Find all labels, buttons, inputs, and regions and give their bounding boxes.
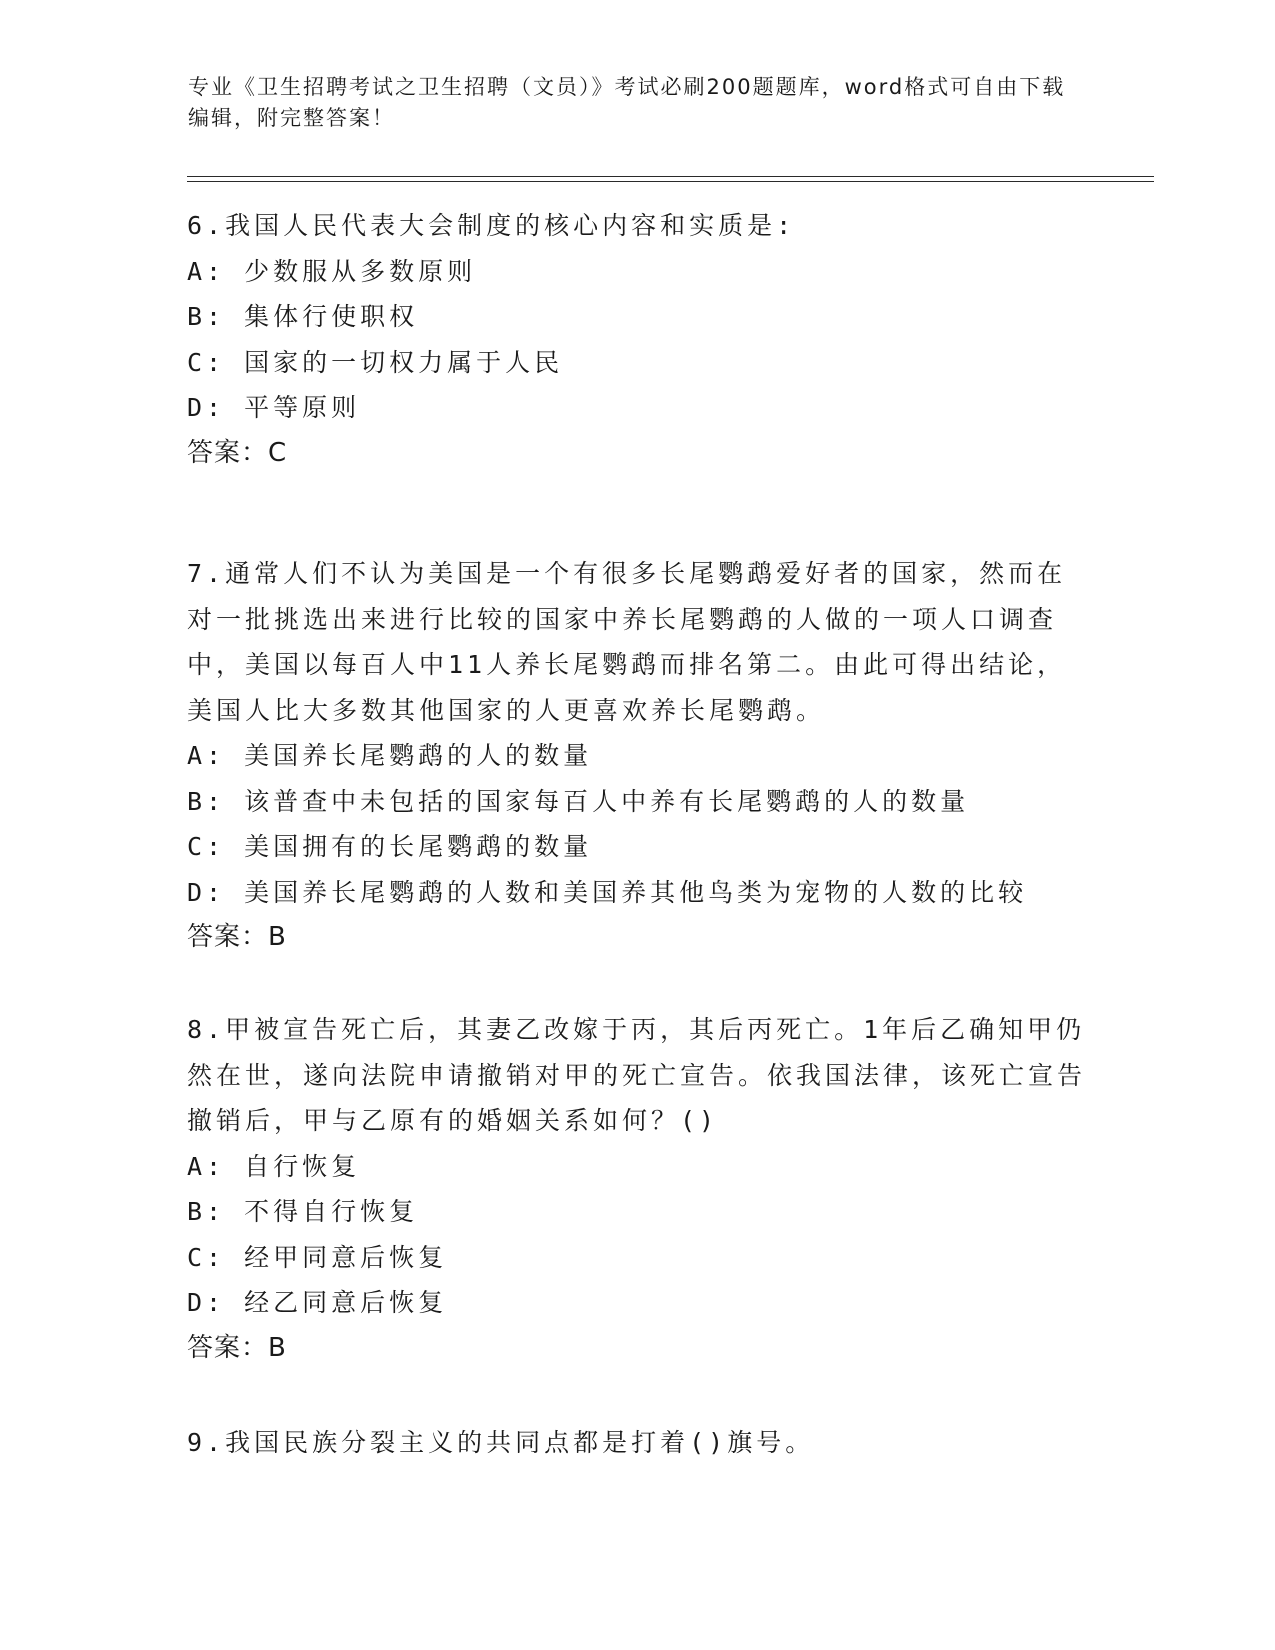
- question-9: [187, 1420, 1087, 1466]
- document-header: 专业《卫生招聘考试之卫生招聘（文员）》考试必刷200题题库，word格式可自由下载编辑，附完整答案！: [188, 75, 1066, 130]
- option-b: B: 该普查中未包括的国家每百人中养有长尾鹦鹉的人的数量: [187, 786, 970, 816]
- option-a: A: 美国养长尾鹦鹉的人的数量: [187, 741, 593, 770]
- option-d: D: 经乙同意后恢复: [187, 1288, 448, 1317]
- header-divider-bottom: [187, 181, 1154, 182]
- option-d: D: 平等原则: [187, 393, 361, 422]
- question-stem: 9.我国民族分裂主义的共同点都是打着()旗号。: [187, 1428, 815, 1457]
- question-7: [187, 551, 1087, 961]
- option-b: B: 集体行使职权: [187, 302, 419, 331]
- answer-line: 答案：B: [187, 1332, 287, 1363]
- option-a: A: 自行恢复: [187, 1151, 361, 1181]
- question-stem: 8.甲被宣告死亡后，其妻乙改嫁于丙，其后丙死亡。1年后乙确知甲仍然在世，遂向法院申请撤销对甲的死亡宣告。依我国法律，该死亡宣告撤销后，甲与乙原有的婚姻关系如何？(): [187, 1015, 1087, 1135]
- option-c: C: 美国拥有的长尾鹦鹉的数量: [187, 832, 593, 861]
- header-divider-top: [187, 176, 1154, 177]
- answer-line: 答案：C: [187, 437, 288, 468]
- question-stem: 6.我国人民代表大会制度的核心内容和实质是:: [187, 211, 796, 240]
- question-stem: 7.通常人们不认为美国是一个有很多长尾鹦鹉爱好者的国家，然而在对一批挑选出来进行比较的国家中养长尾鹦鹉的人做的一项人口调查中，美国以每百人中11人养长尾鹦鹉而排名第二。由此可得出结论，美国人比大多数其他国家的人更喜欢养长尾鹦鹉。: [187, 559, 1067, 725]
- question-8: [187, 1007, 1087, 1371]
- option-c: C: 国家的一切权力属于人民: [187, 347, 564, 377]
- option-b: B: 不得自行恢复: [187, 1197, 419, 1226]
- question-6: [187, 203, 1087, 476]
- answer-line: 答案：B: [187, 922, 287, 952]
- option-a: A: 少数服从多数原则: [187, 256, 477, 286]
- option-d: D: 美国养长尾鹦鹉的人数和美国养其他鸟类为宠物的人数的比较: [187, 877, 1028, 907]
- option-c: C: 经甲同意后恢复: [187, 1242, 448, 1272]
